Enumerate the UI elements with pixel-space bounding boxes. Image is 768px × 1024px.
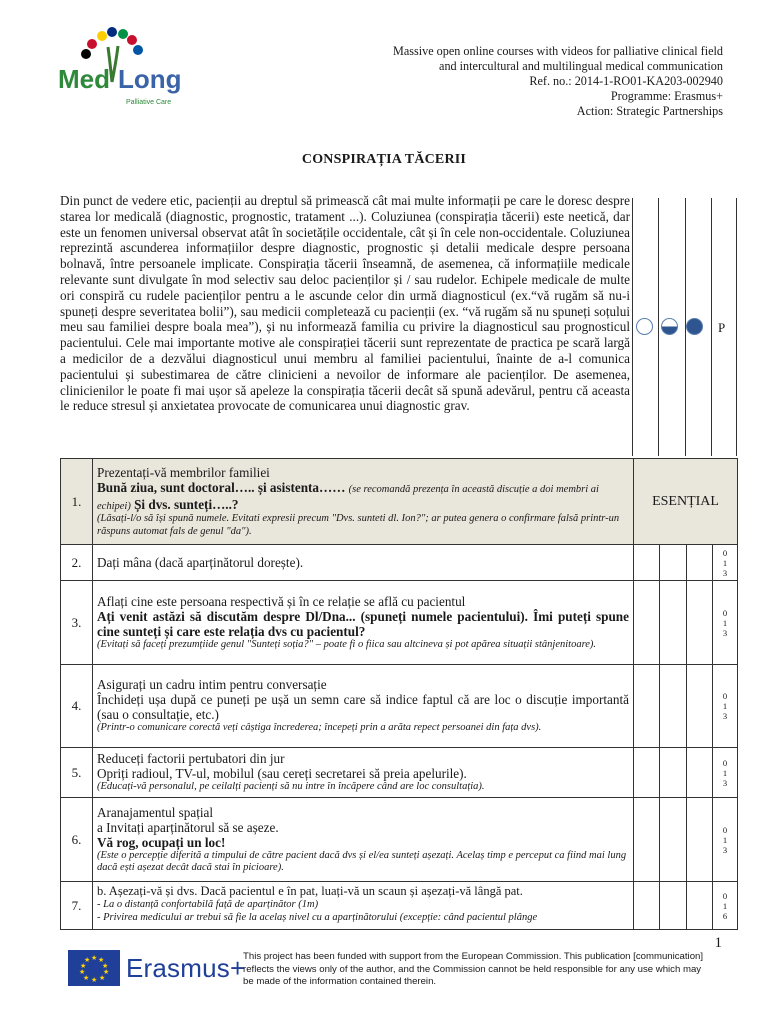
table-row: [61, 748, 738, 798]
checklist-table: [60, 458, 738, 930]
header-line-4: Programme: Erasmus+: [610, 89, 723, 103]
row-note: (Este o percepție diferită a timpului de către pacient dacă dvs și el/ea sunteți așezați. Acelaș timp e perceput ca fiind mai lung dacă ești așezat decât dacă stai în picioare).: [97, 849, 627, 873]
row-number: 3.: [61, 581, 93, 665]
score-cell[interactable]: [687, 798, 713, 882]
row-heading: b. Așezați-vă și dvs. Dacă pacientul e în pat, luați-vă un scaun și așezați-vă lângă pat.: [97, 884, 523, 898]
erasmus-logo: [68, 950, 245, 986]
scale-p-label: P: [718, 320, 726, 335]
row-content: [93, 798, 634, 882]
row-heading: Asigurați un cadru intim pentru conversație: [97, 677, 327, 693]
score-cell[interactable]: [660, 545, 687, 581]
row-note-2: (Lăsați-l/o să își spună numele. Evitati expresii precum "Dvs. sunteti dl. Ion?"; ar putea genera o confirmare falsă printr-un răspuns automat fals de genul "da").: [97, 513, 620, 537]
row-phrase-bold: Bună ziua, sunt doctoral….. și asistenta……: [97, 480, 346, 495]
score-cell[interactable]: [660, 798, 687, 882]
row-content: [93, 748, 634, 798]
svg-text:Palliative Care: Palliative Care: [126, 99, 172, 106]
score-cell[interactable]: [660, 882, 687, 930]
rating-scale-legend: [636, 318, 703, 335]
project-info: [323, 44, 723, 119]
score-cell[interactable]: [687, 545, 713, 581]
row-text: Închideți ușa după ce puneți pe ușă un semn care să indice faptul că are loc o discuție importantă (sau o consultație, etc.): [97, 692, 629, 723]
row-number: 5.: [61, 748, 93, 798]
row-heading: Prezentați-vă membrilor familiei: [97, 465, 270, 480]
row-heading: Reduceți factorii pertubatori din jur: [97, 751, 285, 767]
row-heading: Aranajamentul spațial: [97, 804, 214, 820]
eu-flag-icon: ★ ★ ★ ★ ★ ★ ★ ★ ★ ★: [68, 950, 120, 986]
row-note: (Printr-o comunicare corectă veți câștiga încrederea; începeți prin a arăta repect persoanei din fața dvs).: [97, 722, 542, 734]
row-phrase-bold: Ați venit astăzi să discutăm despre Dl/Dna... (spuneți numele pacientului). Îmi puteți spune cine sunteți și care este relația dvs cu pacientul?: [97, 608, 629, 639]
score-cell[interactable]: [660, 581, 687, 665]
header-line-2: and intercultural and multilingual medical communication: [439, 59, 723, 73]
row-phrase-bold: Vă rog, ocupați un loc!: [97, 834, 226, 850]
row-number: 2.: [61, 545, 93, 581]
row-content: [93, 581, 634, 665]
page-number: 1: [714, 935, 722, 951]
score-points: 0 1 3: [713, 748, 738, 798]
table-row: [61, 882, 738, 930]
row-content: [93, 459, 634, 545]
row-phrase-bold-2: Și dvs. sunteți…..?: [134, 496, 239, 512]
score-cell[interactable]: [634, 665, 660, 748]
row-number: 1.: [61, 459, 93, 545]
table-row: [61, 545, 738, 581]
score-points: 0 1 3: [713, 581, 738, 665]
row-note-2: - Privirea medicului ar trebui să fie la acelaș nivel cu a aparținătorului (excepție: când pacientul plânge: [97, 911, 538, 923]
table-row: [61, 798, 738, 882]
row-note: (Evitați să faceți prezumțiide genul "Sunteți soția?" – poate fi o fiica sau altcineva și pot apărea situații stânjenitoare).: [97, 638, 597, 650]
score-cell[interactable]: [660, 665, 687, 748]
svg-text:Long: Long: [118, 64, 182, 94]
row-content: [93, 665, 634, 748]
score-points: 0 1 3: [713, 798, 738, 882]
score-cell[interactable]: [687, 581, 713, 665]
erasmus-wordmark: Erasmus+: [126, 952, 246, 983]
score-cell[interactable]: [687, 665, 713, 748]
score-points: 0 1 3: [713, 665, 738, 748]
row-text: a Invitați aparținătorul să se așeze.: [97, 819, 279, 835]
row-number: 6.: [61, 798, 93, 882]
header-line-5: Action: Strategic Partnerships: [576, 104, 723, 118]
empty-circle-icon: [636, 318, 653, 335]
row-content: [93, 545, 634, 581]
row-note: (Educați-vă personalul, pe ceilalți pacienți să nu intre în încăpere când are loc consultația).: [97, 781, 485, 793]
row-number: 7.: [61, 882, 93, 930]
document-title: CONSPIRAȚIA TĂCERII: [301, 152, 467, 167]
svg-text:Med: Med: [58, 64, 110, 94]
score-cell[interactable]: [660, 748, 687, 798]
row-heading: Aflați cine este persoana respectivă și în ce relație se află cu pacientul: [97, 593, 466, 609]
row-phrase: [97, 480, 629, 513]
row-content: [93, 882, 634, 930]
table-row: [61, 459, 738, 545]
intro-paragraph: Din punct de vedere etic, pacienții au dreptul să primească cât mai multe informații pe care le doresc despre starea lor medicală (diagnostic, prognostic, tratament ...). Coluziunea (conspirația tăcerii) este neetică, dar este un fenomen universal observat atât în societățile occidentale, cât și în cele non-occidentale. Coluziunea reprezintă ascunderea informațiilor despre diagnostic, prognostic și detalii medicale despre persoana bolnavă, între persoanele implicate. Conspirația tăcerii înseamnă, de asemenea, că informațiile medicale relevante sunt divulgate în mod selectiv sau deloc pacienților și / sau rudelor. Echipele medicale de multe ori conspiră cu rudele pacienților pentru a le ascunde celor din urmă diagnosticul (ex.“vă rugăm să nu-i spuneți despre severitatea bolii”), sau medicii completează cu pacienții (ex. “vă rugăm să nu spuneți soțului meu sau familiei despre boala mea”), și nu informează familia cu privire la diagnosticul sau prognosticul pacientului. Cele mai importante motive ale conspirației tăcerii sunt reprezentate de practica pe scară largă a medicilor de a dezvălui diagnosticul unui membru al familiei pacientului, înainte de a-l comunica pacientului și subestimarea de către clinicieni a nevoilor de informare ale pacienților. De asemenea, clinicienilor le poate fi mai ușor să apeleze la conspirația tăcerii decât să spună adevărul, pentru că aceasta le reduce stresul și anxietatea provocate de comunicarea unui diagnostic grav.: [60, 193, 630, 414]
score-points: 0 1 3: [713, 545, 738, 581]
row-heading: Dați mâna (dacă aparținătorul dorește).: [97, 555, 304, 570]
header-line-3: Ref. no.: 2014-1-RO01-KA203-002940: [529, 74, 723, 88]
funding-disclaimer: This project has been funded with support from the European Commission. This publication [communication] reflects the views only of the author, and the Commission cannot be held responsible for any use which may be made of the information contained therein.: [243, 951, 704, 987]
row-text: Opriți radioul, TV-ul, mobilul (sau cereți secretarei să preia apelurile).: [97, 766, 467, 782]
esential-label: ESENȚIAL: [634, 459, 738, 545]
header-line-1: Massive open online courses with videos for palliative clinical field: [393, 44, 723, 58]
score-cell[interactable]: [687, 748, 713, 798]
row-note: - La o distanță confortabilă față de aparținător (1m): [97, 899, 319, 910]
table-row: [61, 581, 738, 665]
score-cell[interactable]: [634, 581, 660, 665]
row-note: (se recomandă prezența în această discuție a doi membri ai echipei): [97, 484, 599, 512]
score-cell[interactable]: [634, 748, 660, 798]
score-cell[interactable]: [634, 798, 660, 882]
full-circle-icon: [686, 318, 703, 335]
score-cell[interactable]: [634, 882, 660, 930]
half-circle-icon: [661, 318, 678, 335]
table-row: [61, 665, 738, 748]
row-number: 4.: [61, 665, 93, 748]
score-cell[interactable]: [634, 545, 660, 581]
score-points: 0 1 6: [713, 882, 738, 930]
score-cell[interactable]: [687, 882, 713, 930]
medlong-logo: [52, 22, 182, 122]
